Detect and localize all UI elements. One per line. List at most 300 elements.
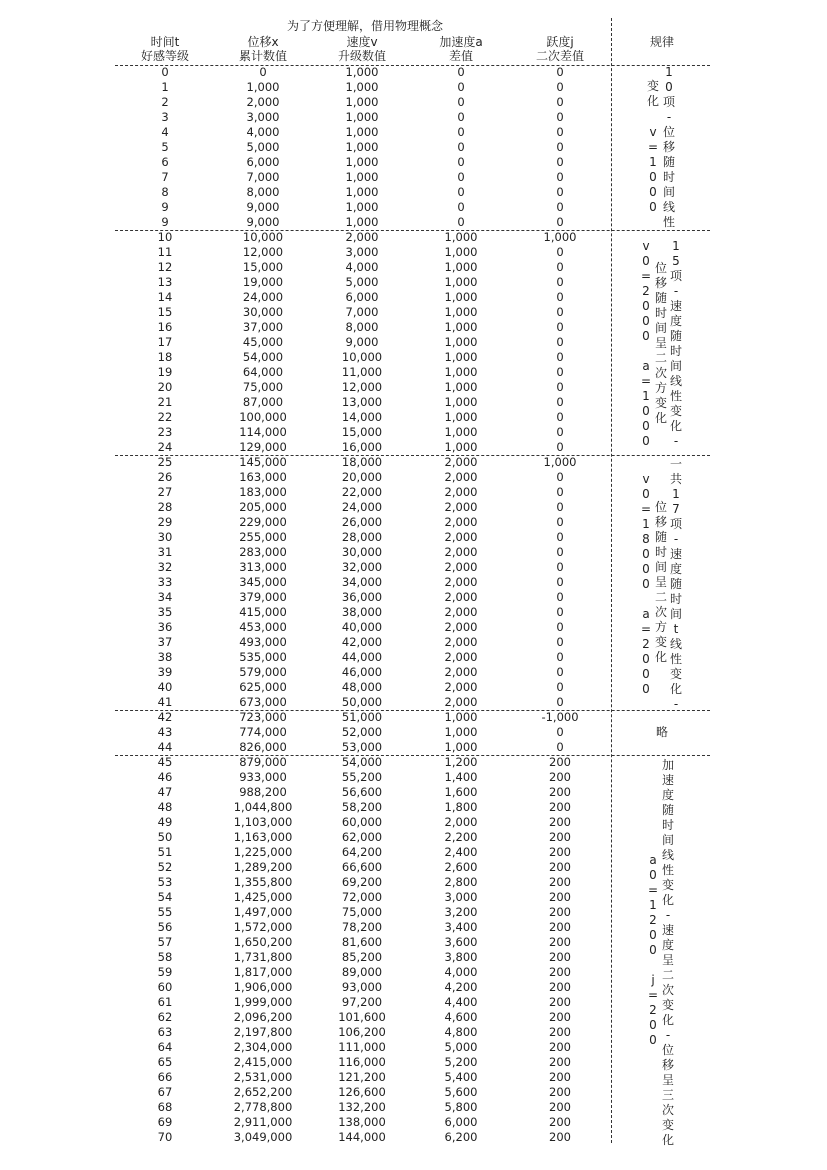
cell-jerk: 200 [549,755,571,769]
cell-acceleration: 1,000 [444,725,478,739]
cell-velocity: 5,000 [345,275,379,289]
cell-velocity: 10,000 [341,350,383,364]
cell-velocity: 14,000 [341,410,383,424]
cell-displacement: 1,731,800 [233,950,293,964]
cell-jerk: 0 [556,485,564,499]
cell-jerk: 200 [549,1040,571,1054]
cell-velocity: 6,000 [345,290,379,304]
cell-time: 35 [157,605,173,619]
cell-velocity: 97,200 [341,995,383,1009]
note-1-col-b: v = 1 0 0 0 [647,125,659,214]
cell-velocity: 60,000 [341,815,383,829]
cell-jerk: 0 [556,380,564,394]
cell-displacement: 64,000 [242,365,284,379]
note-5-col-b: 加 速 度 随 时 间 线 性 变 化 - 速 度 呈 二 次 变 化 - 位 移 呈 三 次 变 化 [661,758,674,1147]
cell-displacement: 24,000 [242,290,284,304]
cell-jerk: 0 [556,260,564,274]
cell-jerk: 200 [549,815,571,829]
cell-acceleration: 4,000 [444,965,478,979]
cell-time: 70 [157,1130,173,1144]
cell-velocity: 38,000 [341,605,383,619]
cell-displacement: 1,355,800 [233,875,293,889]
cell-jerk: 0 [556,305,564,319]
cell-jerk: 200 [549,800,571,814]
cell-velocity: 1,000 [345,170,379,184]
cell-displacement: 1,650,200 [233,935,293,949]
cell-acceleration: 2,600 [444,860,478,874]
cell-velocity: 36,000 [341,590,383,604]
cell-jerk: 0 [556,605,564,619]
cell-jerk: 0 [556,425,564,439]
cell-displacement: 3,000 [246,110,280,124]
cell-acceleration: 4,200 [444,980,478,994]
cell-velocity: 1,000 [345,200,379,214]
cell-jerk: 1,000 [543,230,577,244]
cell-time: 55 [157,905,173,919]
cell-time: 40 [157,680,173,694]
cell-velocity: 69,200 [341,875,383,889]
cell-time: 58 [157,950,173,964]
cell-acceleration: 2,000 [444,665,478,679]
cell-velocity: 66,600 [341,860,383,874]
cell-displacement: 4,000 [246,125,280,139]
cell-jerk: 0 [556,530,564,544]
cell-displacement: 1,103,000 [233,815,293,829]
cell-acceleration: 4,400 [444,995,478,1009]
cell-acceleration: 1,000 [444,245,478,259]
cell-time: 68 [157,1100,173,1114]
cell-time: 59 [157,965,173,979]
cell-velocity: 58,200 [341,800,383,814]
cell-jerk: 0 [556,110,564,124]
cell-velocity: 26,000 [341,515,383,529]
cell-velocity: 12,000 [341,380,383,394]
cell-time: 34 [157,590,173,604]
cell-velocity: 64,200 [341,845,383,859]
cell-jerk: 200 [549,1085,571,1099]
col-header-time: 时间t 好感等级 [140,35,189,63]
cell-displacement: 183,000 [239,485,287,499]
cell-jerk: 0 [556,125,564,139]
note-5-col-a: a 0 = 1 2 0 0 j = 2 0 0 [647,853,659,1047]
cell-velocity: 1,000 [345,140,379,154]
cell-velocity: 56,600 [341,785,383,799]
cell-acceleration: 0 [457,155,465,169]
cell-jerk: 0 [556,440,564,454]
cell-time: 3 [161,110,169,124]
cell-time: 54 [157,890,173,904]
cell-time: 49 [157,815,173,829]
cell-time: 11 [157,245,173,259]
cell-velocity: 72,000 [341,890,383,904]
cell-jerk: 0 [556,395,564,409]
cell-time: 47 [157,785,173,799]
col-header-displacement: 位移x 累计数值 [238,35,287,63]
cell-time: 17 [157,335,173,349]
cell-velocity: 30,000 [341,545,383,559]
cell-acceleration: 1,000 [444,290,478,304]
cell-time: 53 [157,875,173,889]
cell-displacement: 45,000 [242,335,284,349]
cell-acceleration: 1,400 [444,770,478,784]
cell-time: 36 [157,620,173,634]
cell-displacement: 415,000 [239,605,287,619]
cell-acceleration: 3,200 [444,905,478,919]
cell-displacement: 2,000 [246,95,280,109]
cell-displacement: 100,000 [239,410,287,424]
cell-velocity: 40,000 [341,620,383,634]
cell-velocity: 62,000 [341,830,383,844]
cell-acceleration: 3,600 [444,935,478,949]
cell-acceleration: 5,000 [444,1040,478,1054]
cell-jerk: 0 [556,350,564,364]
cell-jerk: 1,000 [543,455,577,469]
cell-jerk: 200 [549,770,571,784]
rule-note-4: 略 [655,725,668,739]
cell-velocity: 89,000 [341,965,383,979]
cell-time: 13 [157,275,173,289]
cell-time: 63 [157,1025,173,1039]
cell-velocity: 132,200 [338,1100,386,1114]
cell-jerk: 0 [556,725,564,739]
cell-velocity: 50,000 [341,695,383,709]
cell-displacement: 0 [259,65,267,79]
cell-displacement: 9,000 [246,215,280,229]
cell-velocity: 44,000 [341,650,383,664]
cell-jerk: 0 [556,200,564,214]
cell-time: 44 [157,740,173,754]
cell-time: 56 [157,920,173,934]
note-3-col-b: 位 移 随 时 间 呈 二 次 方 变 化 [654,500,667,664]
cell-time: 66 [157,1070,173,1084]
cell-velocity: 52,000 [341,725,383,739]
cell-displacement: 313,000 [239,560,287,574]
cell-displacement: 205,000 [239,500,287,514]
cell-acceleration: 2,000 [444,605,478,619]
cell-jerk: 0 [556,155,564,169]
col-header-jerk: 跃度j 二次差值 [535,35,584,63]
cell-time: 9 [161,200,169,214]
cell-time: 50 [157,830,173,844]
cell-acceleration: 2,000 [444,485,478,499]
cell-jerk: 200 [549,1130,571,1144]
cell-velocity: 34,000 [341,575,383,589]
cell-jerk: 0 [556,365,564,379]
cell-jerk: 200 [549,995,571,1009]
cell-velocity: 1,000 [345,65,379,79]
table-title: 为了方便理解，借用物理概念 [286,19,443,33]
cell-displacement: 9,000 [246,200,280,214]
cell-time: 27 [157,485,173,499]
cell-displacement: 988,200 [239,785,287,799]
cell-displacement: 2,652,200 [233,1085,293,1099]
cell-time: 48 [157,800,173,814]
cell-jerk: 200 [549,980,571,994]
cell-jerk: 200 [549,890,571,904]
cell-acceleration: 2,000 [444,545,478,559]
cell-velocity: 16,000 [341,440,383,454]
cell-jerk: 200 [549,830,571,844]
cell-jerk: 0 [556,680,564,694]
cell-displacement: 129,000 [239,440,287,454]
cell-acceleration: 5,800 [444,1100,478,1114]
cell-time: 25 [157,455,173,469]
cell-time: 32 [157,560,173,574]
cell-displacement: 1,906,000 [233,980,293,994]
cell-acceleration: 2,000 [444,590,478,604]
cell-acceleration: 0 [457,80,465,94]
cell-velocity: 144,000 [338,1130,386,1144]
note-1-col-a: 变 化 [646,79,659,108]
cell-acceleration: 1,000 [444,440,478,454]
cell-acceleration: 1,000 [444,710,478,724]
cell-jerk: 0 [556,185,564,199]
cell-acceleration: 3,400 [444,920,478,934]
cell-jerk: 0 [556,560,564,574]
cell-jerk: 0 [556,80,564,94]
cell-time: 9 [161,215,169,229]
cell-time: 26 [157,470,173,484]
cell-time: 37 [157,635,173,649]
cell-acceleration: 2,200 [444,830,478,844]
cell-time: 64 [157,1040,173,1054]
column-divider [611,18,612,1143]
cell-velocity: 1,000 [345,95,379,109]
cell-acceleration: 2,000 [444,650,478,664]
cell-displacement: 145,000 [239,455,287,469]
cell-displacement: 6,000 [246,155,280,169]
cell-displacement: 1,817,000 [233,965,293,979]
cell-velocity: 13,000 [341,395,383,409]
cell-jerk: 0 [556,140,564,154]
cell-displacement: 1,999,000 [233,995,293,1009]
cell-jerk: 0 [556,590,564,604]
cell-acceleration: 0 [457,110,465,124]
cell-velocity: 116,000 [338,1055,386,1069]
cell-displacement: 163,000 [239,470,287,484]
cell-displacement: 37,000 [242,320,284,334]
cell-acceleration: 2,000 [444,470,478,484]
cell-acceleration: 1,000 [444,275,478,289]
cell-displacement: 493,000 [239,635,287,649]
cell-acceleration: 1,000 [444,320,478,334]
cell-time: 4 [161,125,169,139]
cell-displacement: 579,000 [239,665,287,679]
cell-displacement: 54,000 [242,350,284,364]
cell-acceleration: 0 [457,200,465,214]
cell-acceleration: 1,000 [444,260,478,274]
cell-displacement: 255,000 [239,530,287,544]
cell-jerk: 0 [556,515,564,529]
cell-velocity: 15,000 [341,425,383,439]
cell-acceleration: 0 [457,125,465,139]
cell-displacement: 774,000 [239,725,287,739]
cell-velocity: 8,000 [345,320,379,334]
cell-time: 2 [161,95,169,109]
cell-time: 31 [157,545,173,559]
cell-time: 69 [157,1115,173,1129]
cell-time: 8 [161,185,169,199]
cell-time: 12 [157,260,173,274]
cell-displacement: 1,497,000 [233,905,293,919]
cell-acceleration: 2,000 [444,680,478,694]
cell-time: 29 [157,515,173,529]
cell-time: 51 [157,845,173,859]
cell-jerk: 200 [549,1100,571,1114]
cell-time: 22 [157,410,173,424]
cell-velocity: 53,000 [341,740,383,754]
cell-time: 6 [161,155,169,169]
cell-displacement: 1,000 [246,80,280,94]
cell-jerk: 0 [556,620,564,634]
cell-jerk: 0 [556,500,564,514]
cell-acceleration: 0 [457,140,465,154]
cell-acceleration: 2,000 [444,575,478,589]
cell-velocity: 7,000 [345,305,379,319]
cell-acceleration: 2,000 [444,500,478,514]
cell-time: 18 [157,350,173,364]
cell-jerk: 0 [556,245,564,259]
cell-acceleration: 1,000 [444,410,478,424]
cell-displacement: 8,000 [246,185,280,199]
cell-velocity: 106,200 [338,1025,386,1039]
cell-jerk: 0 [556,95,564,109]
cell-jerk: -1,000 [541,710,579,724]
cell-acceleration: 6,200 [444,1130,478,1144]
cell-acceleration: 2,000 [444,530,478,544]
cell-velocity: 126,600 [338,1085,386,1099]
cell-jerk: 200 [549,875,571,889]
cell-velocity: 4,000 [345,260,379,274]
cell-velocity: 9,000 [345,335,379,349]
cell-acceleration: 1,000 [444,425,478,439]
note-3-col-c: 一 共 1 7 项 - 速 度 随 时 间 t 线 性 变 化 - [669,457,682,711]
cell-velocity: 32,000 [341,560,383,574]
cell-jerk: 200 [549,905,571,919]
cell-displacement: 10,000 [242,230,284,244]
cell-displacement: 5,000 [246,140,280,154]
cell-velocity: 51,000 [341,710,383,724]
cell-displacement: 535,000 [239,650,287,664]
cell-velocity: 2,000 [345,230,379,244]
cell-displacement: 933,000 [239,770,287,784]
cell-jerk: 0 [556,695,564,709]
cell-jerk: 200 [549,1115,571,1129]
cell-velocity: 55,200 [341,770,383,784]
cell-velocity: 138,000 [338,1115,386,1129]
cell-acceleration: 5,400 [444,1070,478,1084]
cell-displacement: 625,000 [239,680,287,694]
cell-velocity: 75,000 [341,905,383,919]
cell-acceleration: 1,000 [444,365,478,379]
cell-displacement: 15,000 [242,260,284,274]
cell-acceleration: 1,000 [444,335,478,349]
cell-jerk: 0 [556,65,564,79]
cell-velocity: 1,000 [345,125,379,139]
cell-velocity: 18,000 [341,455,383,469]
cell-displacement: 2,531,000 [233,1070,293,1084]
col-header-velocity: 速度v 升级数值 [337,35,386,63]
cell-time: 57 [157,935,173,949]
cell-acceleration: 3,800 [444,950,478,964]
cell-time: 61 [157,995,173,1009]
cell-jerk: 0 [556,740,564,754]
note-2-col-c: 1 5 项 - 速 度 随 时 间 线 性 变 化 - [669,239,682,448]
cell-time: 15 [157,305,173,319]
cell-displacement: 2,911,000 [233,1115,293,1129]
cell-velocity: 1,000 [345,110,379,124]
cell-jerk: 200 [549,935,571,949]
cell-acceleration: 3,000 [444,890,478,904]
cell-time: 33 [157,575,173,589]
cell-jerk: 0 [556,275,564,289]
cell-acceleration: 2,000 [444,695,478,709]
cell-acceleration: 1,800 [444,800,478,814]
cell-time: 38 [157,650,173,664]
cell-displacement: 879,000 [239,755,287,769]
cell-displacement: 673,000 [239,695,287,709]
cell-jerk: 200 [549,1010,571,1024]
cell-jerk: 0 [556,170,564,184]
cell-displacement: 1,572,000 [233,920,293,934]
cell-acceleration: 2,000 [444,635,478,649]
cell-displacement: 723,000 [239,710,287,724]
cell-time: 19 [157,365,173,379]
cell-displacement: 1,163,000 [233,830,293,844]
cell-displacement: 87,000 [242,395,284,409]
cell-velocity: 20,000 [341,470,383,484]
cell-jerk: 200 [549,920,571,934]
cell-velocity: 54,000 [341,755,383,769]
cell-displacement: 2,304,000 [233,1040,293,1054]
cell-jerk: 0 [556,575,564,589]
cell-jerk: 0 [556,320,564,334]
cell-acceleration: 0 [457,215,465,229]
cell-displacement: 1,044,800 [233,800,293,814]
cell-time: 14 [157,290,173,304]
cell-velocity: 46,000 [341,665,383,679]
cell-acceleration: 4,600 [444,1010,478,1024]
cell-acceleration: 1,000 [444,380,478,394]
cell-jerk: 200 [549,845,571,859]
cell-displacement: 1,225,000 [233,845,293,859]
cell-displacement: 1,425,000 [233,890,293,904]
cell-acceleration: 5,200 [444,1055,478,1069]
cell-jerk: 0 [556,470,564,484]
cell-velocity: 42,000 [341,635,383,649]
note-1-col-c: 1 0 项 - 位 移 随 时 间 线 性 [662,65,675,229]
cell-velocity: 48,000 [341,680,383,694]
cell-time: 0 [161,65,169,79]
cell-displacement: 2,778,800 [233,1100,293,1114]
cell-displacement: 453,000 [239,620,287,634]
cell-displacement: 12,000 [242,245,284,259]
cell-displacement: 826,000 [239,740,287,754]
cell-displacement: 7,000 [246,170,280,184]
cell-time: 65 [157,1055,173,1069]
cell-velocity: 111,000 [338,1040,386,1054]
cell-acceleration: 1,000 [444,350,478,364]
cell-displacement: 2,197,800 [233,1025,293,1039]
cell-velocity: 3,000 [345,245,379,259]
cell-velocity: 1,000 [345,155,379,169]
cell-acceleration: 6,000 [444,1115,478,1129]
cell-velocity: 24,000 [341,500,383,514]
cell-time: 28 [157,500,173,514]
cell-time: 67 [157,1085,173,1099]
cell-acceleration: 5,600 [444,1085,478,1099]
cell-acceleration: 1,600 [444,785,478,799]
